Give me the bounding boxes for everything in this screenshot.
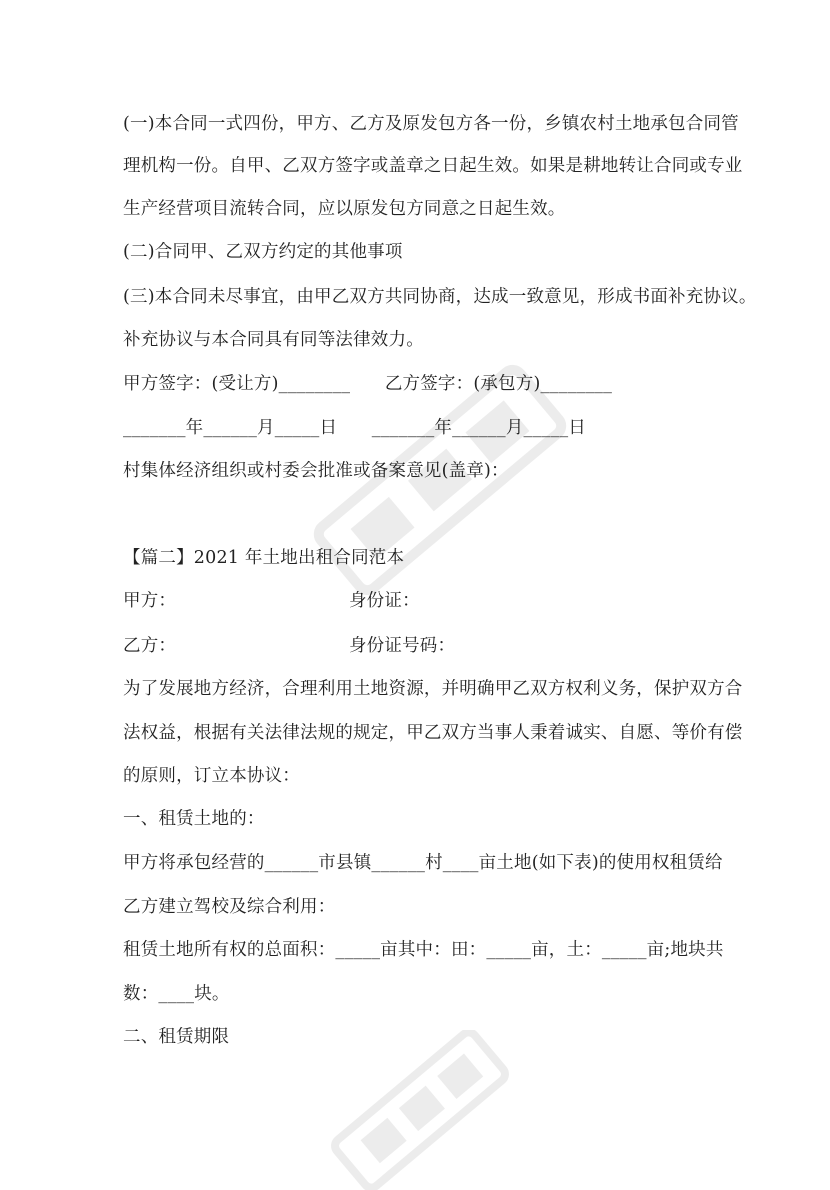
area-line-1: 租赁土地所有权的总面积：_____亩其中：田：_____亩，土：_____亩;地块共 — [123, 940, 724, 960]
approval-line: 村集体经济组织或村委会批准或备案意见(盖章)： — [123, 461, 509, 481]
clause-2: (二)合同甲、乙双方约定的其他事项 — [123, 242, 403, 262]
party-a-line: 甲方： 身份证： — [123, 591, 420, 611]
preamble-line-1: 为了发展地方经济，合理利用土地资源，并明确甲乙双方权利义务，保护双方合 — [123, 679, 743, 699]
heading-lease-term: 二、租赁期限 — [123, 1027, 230, 1047]
party-b-line: 乙方： 身份证号码： — [123, 636, 456, 656]
clause-3-line-2: 补充协议与本合同具有同等法律效力。 — [123, 330, 424, 350]
preamble-line-3: 的原则，订立本协议： — [123, 766, 300, 786]
date-line: _______年______月_____日 _______年______月_____日 — [123, 418, 586, 438]
clause-3-line-1: (三)本合同未尽事宜，由甲乙双方共同协商，达成一致意见，形成书面补充协议。 — [123, 287, 757, 307]
heading-lease-land: 一、租赁土地的： — [123, 809, 265, 829]
area-line-2: 数：____块。 — [123, 984, 230, 1004]
signature-line: 甲方签字：(受让方)________ 乙方签字：(承包方)________ — [123, 374, 613, 394]
watermark-logo-bottom — [310, 1030, 530, 1190]
section-title: 【篇二】2021 年土地出租合同范本 — [123, 548, 405, 568]
clause-1-line-3: 生产经营项目流转合同，应以原发包方同意之日起生效。 — [123, 199, 566, 219]
clause-1-line-2: 理机构一份。自甲、乙双方签字或盖章之日起生效。如果是耕地转让合同或专业 — [123, 156, 743, 176]
lease-land-line-2: 乙方建立驾校及综合利用： — [123, 897, 336, 917]
preamble-line-2: 法权益，根据有关法律法规的规定，甲乙双方当事人秉着诚实、自愿、等价有偿 — [123, 723, 743, 743]
clause-1-line-1: (一)本合同一式四份，甲方、乙方及原发包方各一份，乡镇农村土地承包合同管 — [123, 114, 739, 134]
lease-land-line-1: 甲方将承包经营的______市县镇______村____亩土地(如下表)的使用权租赁给 — [123, 853, 723, 873]
